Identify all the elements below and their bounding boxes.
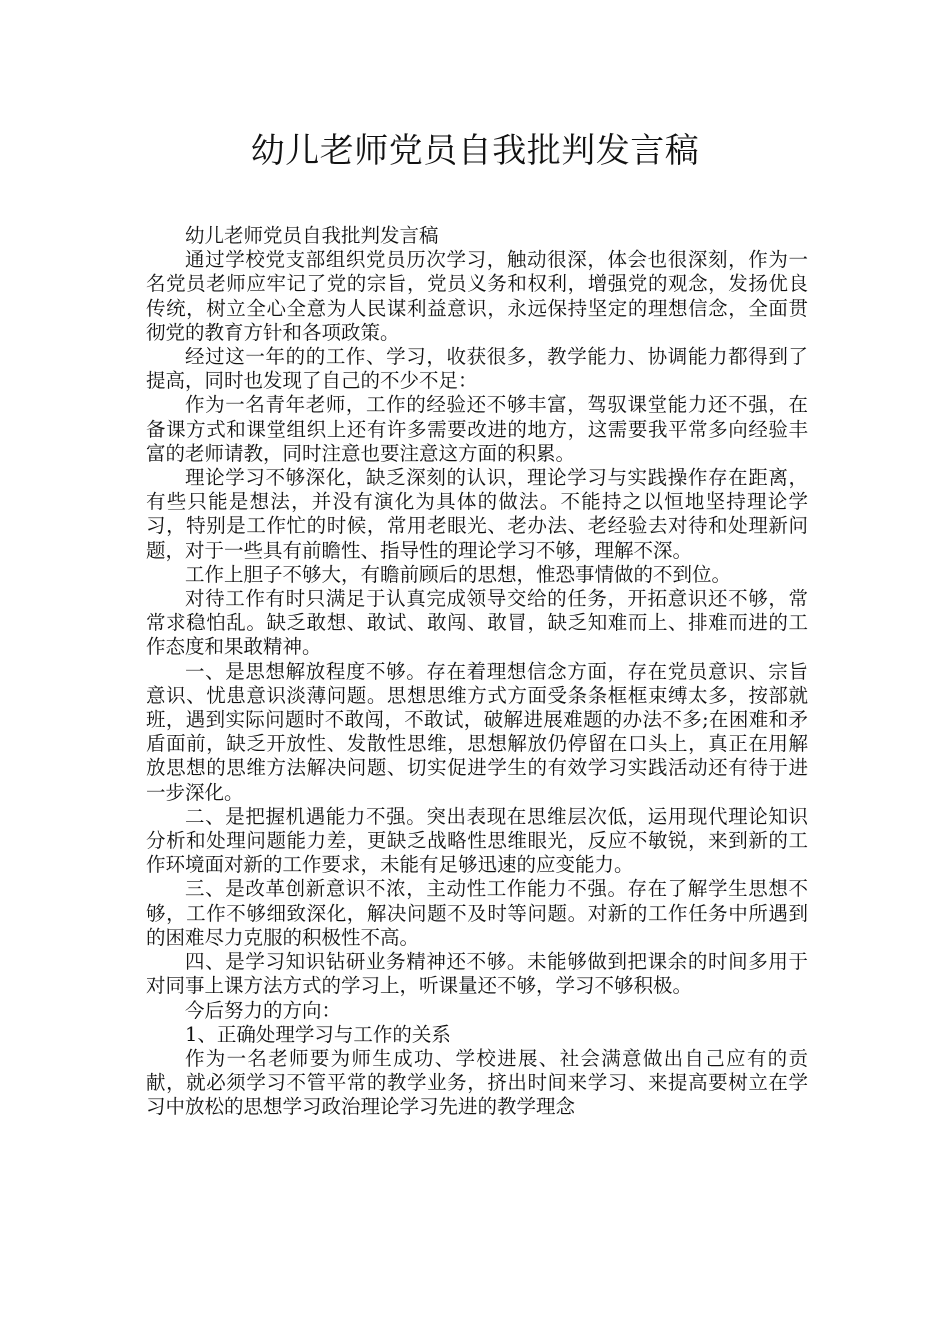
document-title: 幼儿老师党员自我批判发言稿	[250, 131, 700, 171]
paragraph-direction-one: 1、正确处理学习与工作的关系	[185, 1022, 451, 1046]
document-body	[146, 224, 808, 1120]
paragraph-subtitle: 幼儿老师党员自我批判发言稿	[185, 224, 439, 247]
paragraph-direction-one-body: 作为一名老师要为师生成功、学校进展、社会满意做出自己应有的贡献，就必须学习不管平常的教学业务，挤出时间来学习、来提高要树立在学习中放松的思想学习政治理论学习先进的教学理念	[146, 1046, 808, 1119]
paragraph-gains: 经过这一年的的工作、学习，收获很多，教学能力、协调能力都得到了提高，同时也发现了自己的不少不足：	[146, 345, 808, 393]
paragraph-attitude: 对待工作有时只满足于认真完成领导交给的任务，开拓意识还不够，常常求稳怕乱。缺乏敢想、敢试、敢闯、敢冒，缺乏知难而上、排难而进的工作态度和果敢精神。	[146, 587, 808, 659]
paragraph-point-three: 三、是改革创新意识不浓，主动性工作能力不强。存在了解学生思想不够，工作不够细致深化，解决问题不及时等问题。对新的工作任务中所遇到的困难尽力克服的积极性不高。	[146, 877, 808, 949]
paragraph-point-four: 四、是学习知识钻研业务精神还不够。未能够做到把课余的时间多用于对同事上课方法方式的学习上，听课量还不够，学习不够积极。	[146, 950, 808, 998]
paragraph-direction-heading: 今后努力的方向：	[185, 998, 342, 1022]
paragraph-experience: 作为一名青年老师，工作的经验还不够丰富，驾驭课堂能力还不强，在备课方式和课堂组织上还有许多需要改进的地方，这需要我平常多向经验丰富的老师请教，同时注意也要注意这方面的积累。	[146, 393, 808, 465]
paragraph-point-two: 二、是把握机遇能力不强。突出表现在思维层次低，运用现代理论知识分析和处理问题能力差，更缺乏战略性思维眼光，反应不敏锐，来到新的工作环境面对新的工作要求，未能有足够迅速的应变能力。	[146, 804, 808, 877]
paragraph-point-one: 一、是思想解放程度不够。存在着理想信念方面，存在党员意识、宗旨意识、忧患意识淡薄问题。思想思维方式方面受条条框框束缚太多，按部就班，遇到实际问题时不敢闯，不敢试，破解进展难题的办法不多;在困难和矛盾面前，缺乏开放性、发散性思维，思想解放仍停留在口头上，真正在用解放思想的思维方法解决问题、切实促进学生的有效学习实践活动还有待于进一步深化。	[146, 659, 808, 804]
paragraph-intro: 通过学校党支部组织党员历次学习，触动很深，体会也很深刻，作为一名党员老师应牢记了党的宗旨，党员义务和权利，增强党的观念，发扬优良传统，树立全心全意为人民谋利益意识，永远保持坚定的理想信念，全面贯彻党的教育方针和各项政策。	[146, 248, 808, 344]
paragraph-courage: 工作上胆子不够大，有瞻前顾后的思想，惟恐事情做的不到位。	[185, 562, 732, 586]
paragraph-theory: 理论学习不够深化，缺乏深刻的认识，理论学习与实践操作存在距离，有些只能是想法，并没有演化为具体的做法。不能持之以恒地坚持理论学习，特别是工作忙的时候，常用老眼光、老办法、老经验去对待和处理新问题，对于一些具有前瞻性、指导性的理论学习不够，理解不深。	[146, 466, 808, 562]
